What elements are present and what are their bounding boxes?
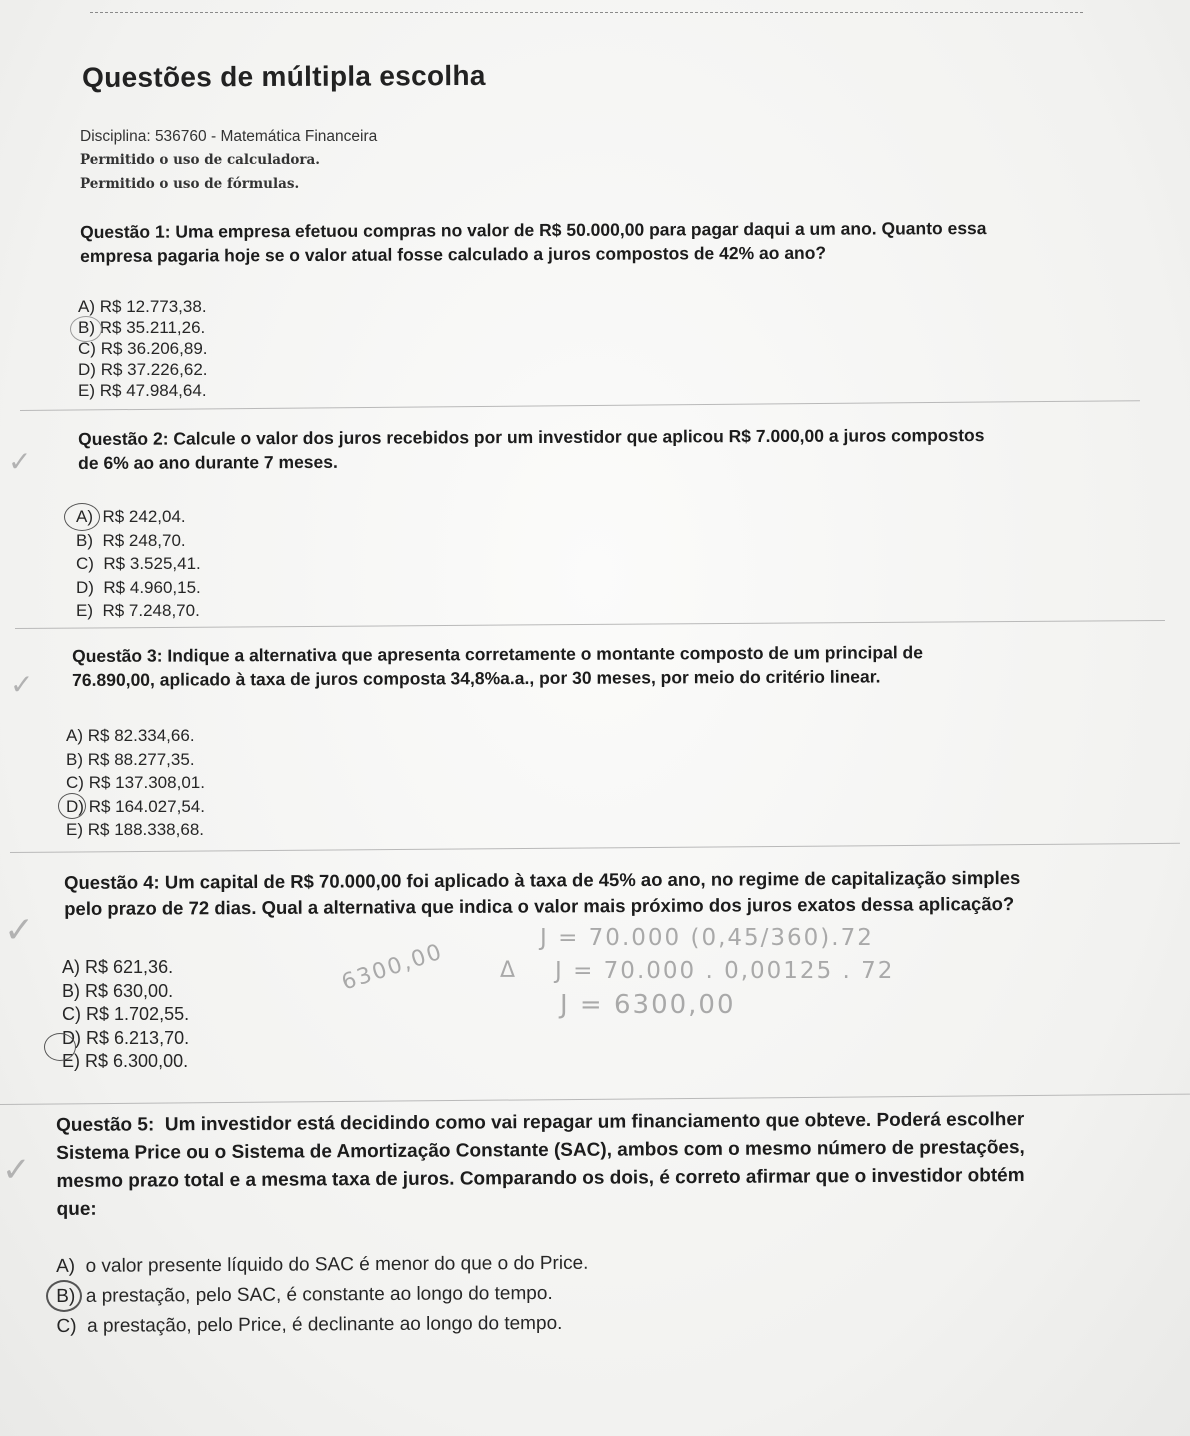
handwritten-arrow: Δ — [500, 958, 518, 983]
question-text: 76.890,00, aplicado à taxa de juros composta 34,8%a.a., por 30 meses, por meio do critério linear. — [72, 666, 881, 690]
option-letter: B) — [66, 749, 83, 769]
option-text: R$ 188.338,68. — [87, 820, 204, 839]
option-text: R$ 164.027,54. — [88, 796, 205, 816]
option-letter: C) — [56, 1315, 77, 1337]
options-q2 — [76, 505, 201, 623]
option-letter: A) — [56, 1255, 76, 1277]
question-text: mesmo prazo total e a mesma taxa de juros. Comparando os dois, é correto afirmar que o investidor obtém — [56, 1165, 1025, 1192]
handwritten-side-note: 6300,00 — [338, 939, 447, 996]
check-mark-icon: ✓ — [4, 910, 35, 951]
option-a[interactable] — [78, 296, 208, 317]
page-title: Questões de múltipla escolha — [82, 59, 486, 93]
question-text: Um investidor está decidindo como vai repagar um financiamento que obteve. Poderá escolher — [164, 1109, 1025, 1136]
option-letter: A) — [76, 507, 93, 526]
option-d[interactable] — [62, 1027, 189, 1051]
option-text: R$ 248,70. — [102, 530, 186, 550]
option-e[interactable] — [66, 818, 205, 842]
option-text: R$ 242,04. — [102, 507, 186, 526]
option-b[interactable] — [78, 317, 208, 338]
option-text: R$ 621,36. — [85, 957, 174, 977]
option-letter: C) — [62, 1004, 81, 1024]
option-text: R$ 6.213,70. — [86, 1027, 190, 1048]
options-q3 — [66, 724, 205, 842]
option-text: R$ 3.525,41. — [103, 554, 201, 573]
option-text: R$ 6.300,00. — [85, 1051, 189, 1071]
option-letter: E) — [76, 601, 93, 620]
separator — [20, 400, 1140, 411]
option-letter: B) — [76, 530, 93, 550]
option-e[interactable] — [78, 380, 208, 401]
separator — [10, 843, 1180, 853]
option-text: R$ 88.277,35. — [87, 749, 195, 769]
separator — [0, 1094, 1190, 1105]
option-letter: C) — [66, 773, 84, 792]
option-letter: B) — [62, 980, 80, 1001]
handwritten-calc-line-2: J = 70.000 . 0,00125 . 72 — [555, 958, 895, 984]
option-b[interactable] — [56, 1279, 588, 1312]
question-label: Questão 5: — [56, 1114, 155, 1136]
question-4 — [64, 865, 1020, 922]
calculator-note: Permitido o uso de calculadora. — [80, 152, 320, 168]
option-letter: D) — [66, 796, 84, 816]
option-text: R$ 37.226,62. — [100, 360, 208, 379]
check-mark-icon: ✓ — [2, 1150, 31, 1190]
question-text: Sistema Price ou o Sistema de Amortização Constante (SAC), ambos com o mesmo número de prestações, — [56, 1137, 1025, 1164]
option-c[interactable] — [66, 771, 205, 795]
option-c[interactable] — [76, 552, 201, 576]
option-text: R$ 35.211,26. — [99, 318, 206, 337]
option-letter: A) — [66, 726, 83, 745]
option-text: R$ 4.960,15. — [103, 577, 201, 597]
option-b[interactable] — [62, 980, 189, 1004]
option-text: R$ 12.773,38. — [99, 297, 207, 316]
question-text: Indique a alternativa que apresenta corretamente o montante composto de um principal de — [167, 642, 924, 666]
question-label: Questão 3: — [72, 645, 163, 666]
question-label: Questão 4: — [64, 871, 160, 893]
question-1 — [80, 216, 987, 268]
question-text: Uma empresa efetuou compras no valor de R$ 50.000,00 para pagar daqui a um ano. Quanto essa — [175, 218, 987, 242]
option-letter: E) — [62, 1051, 80, 1071]
option-letter: E) — [66, 820, 83, 839]
option-letter: B) — [56, 1285, 76, 1307]
question-3 — [72, 640, 923, 692]
question-text: empresa pagaria hoje se o valor atual fosse calculado a juros compostos de 42% ao ano? — [80, 242, 827, 266]
option-e[interactable] — [76, 599, 201, 623]
question-5 — [56, 1106, 1025, 1224]
option-letter: E) — [78, 381, 95, 400]
question-text: pelo prazo de 72 dias. Qual a alternativa que indica o valor mais próximo dos juros exatos dessa aplicação? — [64, 893, 1015, 919]
option-d[interactable] — [66, 795, 205, 819]
options-q4 — [62, 956, 189, 1074]
option-d[interactable] — [78, 359, 208, 380]
option-letter: D) — [76, 577, 94, 597]
question-text: Um capital de R$ 70.000,00 foi aplicado à taxa de 45% ao ano, no regime de capitalização simples — [164, 866, 1021, 893]
option-text: R$ 47.984,64. — [99, 381, 207, 400]
option-c[interactable] — [78, 338, 208, 359]
option-c[interactable] — [62, 1003, 189, 1027]
options-q5 — [56, 1249, 589, 1342]
option-text: R$ 82.334,66. — [87, 726, 195, 745]
option-letter: A) — [78, 297, 95, 316]
option-letter: D) — [62, 1027, 81, 1048]
option-d[interactable] — [76, 576, 201, 600]
option-text: R$ 36.206,89. — [100, 339, 208, 358]
option-text: R$ 630,00. — [85, 980, 174, 1001]
question-label: Questão 1: — [80, 221, 171, 242]
question-2 — [78, 423, 985, 475]
discipline-line: Disciplina: 536760 - Matemática Financeira — [80, 128, 378, 145]
question-text: que: — [56, 1198, 97, 1220]
option-e[interactable] — [62, 1050, 189, 1074]
question-text: de 6% ao ano durante 7 meses. — [78, 451, 338, 473]
option-c[interactable] — [56, 1309, 588, 1342]
options-q1 — [78, 296, 208, 401]
question-label: Questão 2: — [78, 428, 169, 449]
option-letter: D) — [78, 360, 96, 379]
check-mark-icon: ✓ — [8, 445, 32, 478]
formulas-note: Permitido o uso de fórmulas. — [80, 176, 300, 192]
check-mark-icon: ✓ — [10, 668, 34, 701]
option-text: o valor presente líquido do SAC é menor do que o do Price. — [85, 1252, 589, 1277]
option-text: R$ 137.308,01. — [88, 773, 205, 792]
handwritten-calc-line-3: J = 6300,00 — [560, 990, 736, 1020]
option-b[interactable] — [66, 748, 205, 772]
option-a[interactable] — [62, 956, 189, 980]
handwritten-calc-line-1: J = 70.000 (0,45/360).72 — [540, 925, 874, 951]
option-a[interactable] — [56, 1249, 588, 1282]
option-text: a prestação, pelo Price, é declinante ao longo do tempo. — [87, 1312, 563, 1337]
option-a[interactable] — [66, 724, 205, 748]
option-letter: C) — [78, 339, 96, 358]
option-letter: B) — [78, 318, 95, 337]
option-text: a prestação, pelo SAC, é constante ao longo do tempo. — [85, 1282, 553, 1307]
question-text: Calcule o valor dos juros recebidos por um investidor que aplicou R$ 7.000,00 a juros compostos — [173, 425, 985, 449]
option-text: R$ 1.702,55. — [86, 1004, 190, 1024]
option-text: R$ 7.248,70. — [102, 601, 200, 620]
option-letter: C) — [76, 554, 94, 573]
top-divider — [90, 12, 1083, 13]
option-letter: A) — [62, 957, 80, 977]
option-b[interactable] — [76, 529, 201, 553]
option-a[interactable] — [76, 505, 201, 529]
